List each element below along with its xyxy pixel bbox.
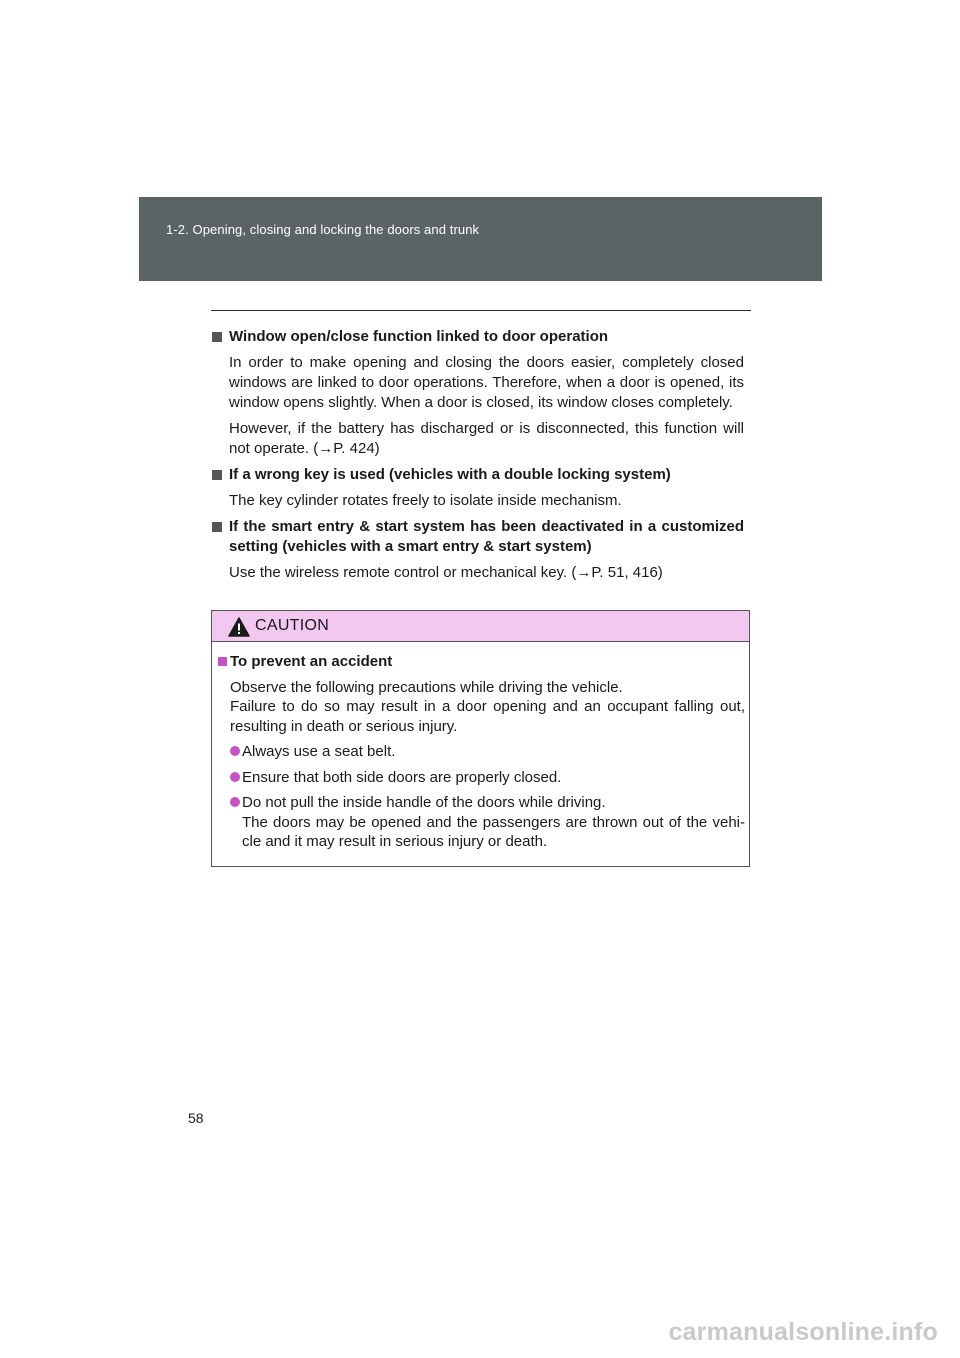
watermark: carmanualsonline.info [668,1318,938,1346]
section-divider [211,310,751,311]
caution-box [211,610,750,867]
notes-content [212,327,744,583]
caution-header [212,611,749,642]
note-heading-smart-entry: If the smart entry & start system has been deactivated in a customized setting (vehicles with a smart entry & start system) [212,517,744,557]
note-heading-window-function: Window open/close function linked to door operation [212,327,744,347]
caution-bullet: Ensure that both side doors are properly closed. [230,768,745,788]
square-bullet-icon [212,470,222,480]
note-paragraph: However, if the battery has discharged or is disconnected, this function will not operate. (→P. 424) [229,420,744,457]
square-bullet-icon [218,657,227,666]
caution-heading: To prevent an accident [218,652,745,672]
warning-triangle-icon [228,617,250,637]
page-number: 58 [188,1110,204,1126]
note-paragraph: The key cylinder rotates freely to isolate inside mechanism. [229,492,622,509]
caution-bullet: Always use a seat belt. [230,742,745,762]
square-bullet-icon [212,332,222,342]
note-heading-wrong-key: If a wrong key is used (vehicles with a double locking system) [212,465,744,485]
caution-bullet: Do not pull the inside handle of the doors while driving. The doors may be opened and the passengers are thrown out of the vehi-cle and it may result in serious injury or death. [230,793,745,852]
section-header-band [139,197,822,281]
round-bullet-icon [230,746,240,756]
note-paragraph: Use the wireless remote control or mechanical key. (→P. 51, 416) [229,564,663,581]
note-paragraph: In order to make opening and closing the doors easier, completely closed windows are linked to door operations. Therefore, when a door is opened, its window opens slightly. When a door is closed, its window closes completely. [229,354,744,411]
round-bullet-icon [230,797,240,807]
square-bullet-icon [212,522,222,532]
round-bullet-icon [230,772,240,782]
caution-body [218,652,745,852]
caution-label: CAUTION [255,617,330,634]
caution-intro: Observe the following precautions while driving the vehicle. Failure to do so may result in a door opening and an occupant falling out, resulting in death or serious injury. [230,678,745,735]
section-title: 1-2. Opening, closing and locking the doors and trunk [166,222,480,237]
